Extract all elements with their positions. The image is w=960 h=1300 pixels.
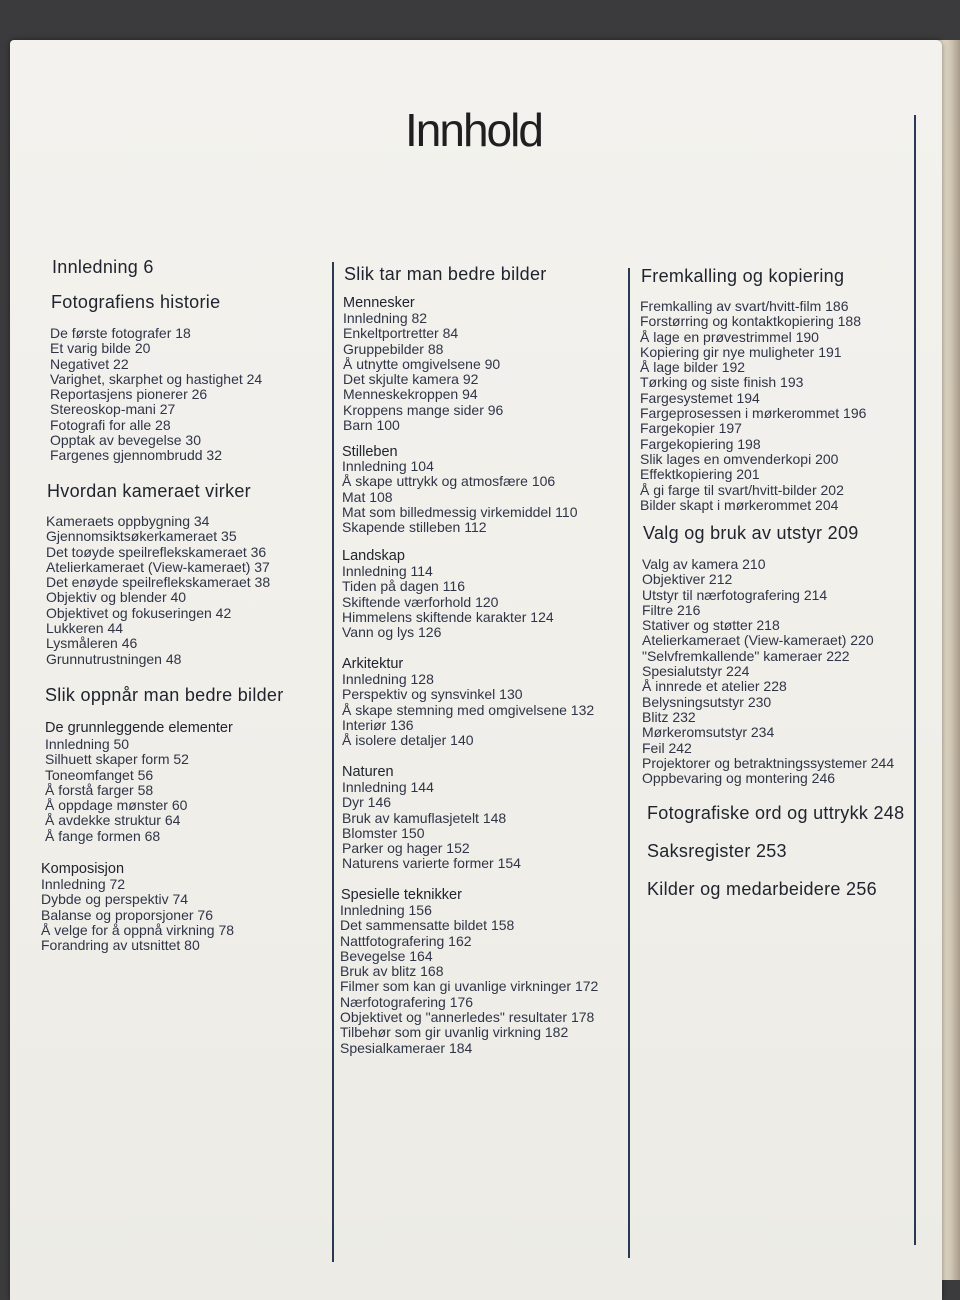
- toc-entry[interactable]: Grunnutrustningen 48: [46, 650, 182, 667]
- toc-entry[interactable]: Det enøyde speilreflekskameraet 38: [46, 574, 271, 591]
- column-divider-3: [914, 115, 916, 1245]
- toc-entry[interactable]: Kameraets oppbygning 34: [46, 513, 210, 529]
- toc-entry[interactable]: Å avdekke struktur 64: [45, 812, 181, 829]
- toc-heading-saksregister[interactable]: Saksregister 253: [647, 841, 787, 861]
- toc-entry[interactable]: Vann og lys 126: [342, 624, 442, 641]
- toc-entry[interactable]: Fotografi for alle 28: [50, 416, 171, 433]
- toc-entry[interactable]: Å skape stemning med omgivelsene 132: [342, 701, 595, 718]
- toc-entry[interactable]: Gjennomsiktsøkerkameraet 35: [46, 528, 237, 545]
- toc-entry[interactable]: Fargenes gjennombrudd 32: [50, 447, 223, 464]
- toc-list-fotografiens-historie: [50, 326, 262, 464]
- toc-list-hvordan-kameraet-virker: [46, 514, 270, 667]
- toc-entry[interactable]: Å velge for å oppnå virkning 78: [41, 921, 235, 938]
- toc-entry[interactable]: Mat 108: [342, 488, 393, 505]
- toc-entry[interactable]: Toneomfanget 56: [45, 766, 154, 783]
- toc-entry[interactable]: Varighet, skarphet og hastighet 24: [50, 370, 263, 387]
- toc-entry[interactable]: Silhuett skaper form 52: [45, 751, 189, 768]
- toc-entry[interactable]: Bevegelse 164: [340, 947, 433, 964]
- toc-entry[interactable]: Det toøyde speilreflekskameraet 36: [46, 543, 267, 560]
- toc-entry[interactable]: Blomster 150: [342, 824, 425, 841]
- toc-subheading-stilleben[interactable]: Stilleben: [342, 444, 398, 460]
- toc-entry[interactable]: Å oppdage mønster 60: [45, 797, 188, 814]
- toc-heading-slik-oppnar-man-bedre-bilder[interactable]: Slik oppnår man bedre bilder: [45, 685, 284, 705]
- toc-list-valg-og-bruk-av-utstyr: [642, 557, 894, 786]
- toc-entry[interactable]: Filtre 216: [642, 601, 701, 618]
- toc-subheading-grunnleggende-elementer[interactable]: De grunnleggende elementer: [45, 720, 233, 736]
- toc-entry[interactable]: Opptak av bevegelse 30: [50, 432, 201, 449]
- toc-heading-innledning[interactable]: Innledning 6: [52, 257, 154, 277]
- toc-entry[interactable]: De første fotografer 18: [50, 325, 191, 341]
- toc-entry[interactable]: Naturens varierte former 154: [342, 855, 521, 872]
- toc-entry[interactable]: Stereoskop-mani 27: [50, 401, 176, 418]
- toc-entry[interactable]: Innledning 114: [342, 563, 433, 579]
- toc-list-arkitektur: [342, 672, 594, 748]
- toc-list-landskap: [342, 564, 554, 640]
- toc-entry[interactable]: Valg av kamera 210: [642, 556, 766, 572]
- toc-entry[interactable]: Tiden på dagen 116: [342, 578, 465, 595]
- toc-entry[interactable]: Stativer og støtter 218: [642, 617, 780, 634]
- toc-entry[interactable]: Spesialkameraer 184: [340, 1039, 473, 1056]
- toc-entry[interactable]: Fargesystemet 194: [640, 389, 760, 406]
- toc-entry[interactable]: Oppbevaring og montering 246: [642, 770, 836, 787]
- toc-entry[interactable]: Filmer som kan gi uvanlige virkninger 172: [340, 978, 599, 995]
- toc-entry[interactable]: Objektiver 212: [642, 571, 733, 588]
- toc-entry[interactable]: Innledning 50: [45, 736, 130, 752]
- toc-entry[interactable]: Forstørring og kontaktkopiering 188: [640, 313, 861, 330]
- column-divider-1: [332, 262, 334, 1262]
- toc-entry[interactable]: Å fange formen 68: [45, 827, 161, 844]
- page-title: Innhold: [405, 104, 542, 156]
- toc-entry[interactable]: Perspektiv og synsvinkel 130: [342, 686, 523, 703]
- toc-entry[interactable]: Å gi farge til svart/hvitt-bilder 202: [640, 481, 844, 498]
- toc-entry[interactable]: Nattfotografering 162: [340, 932, 472, 949]
- toc-entry[interactable]: Det skjulte kamera 92: [343, 371, 479, 388]
- toc-entry[interactable]: Gruppebilder 88: [343, 340, 444, 357]
- toc-subheading-naturen[interactable]: Naturen: [342, 764, 394, 780]
- toc-list-grunnleggende-elementer: [45, 737, 189, 844]
- toc-entry[interactable]: Feil 242: [642, 739, 692, 756]
- toc-entry[interactable]: Interiør 136: [342, 716, 414, 733]
- toc-entry[interactable]: Blitz 232: [642, 708, 696, 725]
- toc-heading-fotografiens-historie[interactable]: Fotografiens historie: [51, 292, 221, 312]
- toc-heading-hvordan-kameraet-virker[interactable]: Hvordan kameraet virker: [47, 481, 251, 501]
- toc-entry[interactable]: Negativet 22: [50, 355, 129, 372]
- toc-entry[interactable]: Innledning 104: [342, 458, 434, 474]
- toc-entry[interactable]: Tørking og siste finish 193: [640, 374, 804, 391]
- toc-entry[interactable]: Å lage en prøvestrimmel 190: [640, 328, 819, 345]
- toc-entry[interactable]: Å isolere detaljer 140: [342, 732, 474, 749]
- toc-list-stilleben: [342, 459, 578, 535]
- toc-entry[interactable]: Å utnytte omgivelsene 90: [343, 355, 501, 372]
- toc-entry[interactable]: Barn 100: [343, 417, 400, 434]
- toc-entry[interactable]: Enkeltportretter 84: [343, 325, 459, 342]
- toc-entry[interactable]: Bruk av kamuflasjetelt 148: [342, 809, 507, 826]
- toc-entry[interactable]: Å skape uttrykk og atmosfære 106: [342, 473, 556, 490]
- toc-list-fremkalling-og-kopiering: [640, 299, 866, 513]
- toc-entry[interactable]: Fremkalling av svart/hvitt-film 186: [640, 298, 849, 314]
- toc-subheading-komposisjon[interactable]: Komposisjon: [41, 861, 125, 877]
- toc-entry[interactable]: Skapende stilleben 112: [342, 519, 487, 536]
- toc-list-komposisjon: [41, 877, 234, 953]
- toc-entry[interactable]: Bruk av blitz 168: [340, 963, 444, 980]
- toc-heading-fremkalling-og-kopiering[interactable]: Fremkalling og kopiering: [641, 266, 845, 286]
- toc-subheading-mennesker[interactable]: Mennesker: [343, 295, 415, 311]
- toc-heading-fotografiske-ord[interactable]: Fotografiske ord og uttrykk 248: [647, 803, 905, 823]
- toc-entry[interactable]: Himmelens skiftende karakter 124: [342, 608, 554, 625]
- toc-entry[interactable]: Atelierkameraet (View-kameraet) 37: [46, 558, 270, 575]
- toc-entry[interactable]: Innledning 156: [340, 902, 432, 918]
- toc-subheading-landskap[interactable]: Landskap: [342, 548, 405, 564]
- toc-entry[interactable]: Objektivet og fokuseringen 42: [46, 604, 232, 621]
- toc-entry[interactable]: Menneskekroppen 94: [343, 386, 478, 403]
- toc-heading-valg-og-bruk-av-utstyr[interactable]: Valg og bruk av utstyr 209: [643, 523, 859, 543]
- toc-heading-slik-tar-man-bedre-bilder[interactable]: Slik tar man bedre bilder: [344, 264, 547, 284]
- toc-entry[interactable]: Balanse og proporsjoner 76: [41, 906, 214, 923]
- toc-entry[interactable]: Innledning 72: [41, 876, 126, 892]
- toc-entry[interactable]: Kopiering gir nye muligheter 191: [640, 343, 842, 360]
- toc-subheading-arkitektur[interactable]: Arkitektur: [342, 656, 404, 672]
- toc-heading-kilder-og-medarbeidere[interactable]: Kilder og medarbeidere 256: [647, 879, 877, 899]
- toc-list-spesielle-teknikker: [340, 903, 598, 1056]
- toc-entry[interactable]: Fargekopier 197: [640, 420, 742, 437]
- toc-entry[interactable]: Slik lages en omvenderkopi 200: [640, 450, 839, 467]
- toc-entry[interactable]: "Selvfremkallende" kameraer 222: [642, 647, 850, 664]
- toc-subheading-spesielle-teknikker[interactable]: Spesielle teknikker: [341, 887, 462, 903]
- toc-entry[interactable]: Å innrede et atelier 228: [642, 678, 787, 695]
- toc-entry[interactable]: Parker og hager 152: [342, 840, 470, 857]
- toc-entry[interactable]: Reportasjens pionerer 26: [50, 386, 208, 403]
- toc-entry[interactable]: Å lage bilder 192: [640, 359, 746, 376]
- toc-entry[interactable]: Objektiv og blender 40: [46, 589, 187, 606]
- toc-entry[interactable]: Lysmåleren 46: [46, 635, 138, 652]
- toc-entry[interactable]: Å forstå farger 58: [45, 781, 154, 798]
- toc-entry[interactable]: Det sammensatte bildet 158: [340, 917, 515, 934]
- toc-entry[interactable]: Nærfotografering 176: [340, 993, 474, 1010]
- toc-entry[interactable]: Objektivet og "annerledes" resultater 178: [340, 1009, 595, 1026]
- column-divider-2: [628, 268, 630, 1258]
- toc-entry[interactable]: Effektkopiering 201: [640, 466, 760, 483]
- toc-entry[interactable]: Mat som billedmessig virkemiddel 110: [342, 503, 578, 520]
- toc-entry[interactable]: Atelierkameraet (View-kameraet) 220: [642, 632, 874, 649]
- toc-entry[interactable]: Innledning 82: [343, 310, 428, 326]
- toc-entry[interactable]: Dybde og perspektiv 74: [41, 891, 189, 908]
- toc-entry[interactable]: Kroppens mange sider 96: [343, 401, 504, 418]
- toc-entry[interactable]: Utstyr til nærfotografering 214: [642, 586, 828, 603]
- toc-list-naturen: [342, 780, 521, 872]
- toc-entry[interactable]: Dyr 146: [342, 794, 392, 811]
- toc-entry[interactable]: Innledning 144: [342, 779, 434, 795]
- toc-entry[interactable]: Forandring av utsnittet 80: [41, 937, 200, 954]
- toc-entry[interactable]: Fargekopiering 198: [640, 435, 761, 452]
- toc-entry[interactable]: Et varig bilde 20: [50, 340, 151, 357]
- toc-entry[interactable]: Skiftende værforhold 120: [342, 593, 499, 610]
- toc-entry[interactable]: Tilbehør som gir uvanlig virkning 182: [340, 1024, 569, 1041]
- toc-entry[interactable]: Belysningsutstyr 230: [642, 693, 772, 710]
- toc-entry[interactable]: Mørkeromsutstyr 234: [642, 724, 775, 741]
- toc-entry[interactable]: Spesialutstyr 224: [642, 663, 750, 680]
- toc-entry[interactable]: Innledning 128: [342, 671, 434, 687]
- toc-entry[interactable]: Bilder skapt i mørkerommet 204: [640, 496, 839, 513]
- toc-entry[interactable]: Lukkeren 44: [46, 620, 124, 637]
- toc-entry[interactable]: Projektorer og betraktningssystemer 244: [642, 754, 895, 771]
- toc-entry[interactable]: Fargeprosessen i mørkerommet 196: [640, 405, 867, 422]
- toc-list-mennesker: [343, 311, 503, 433]
